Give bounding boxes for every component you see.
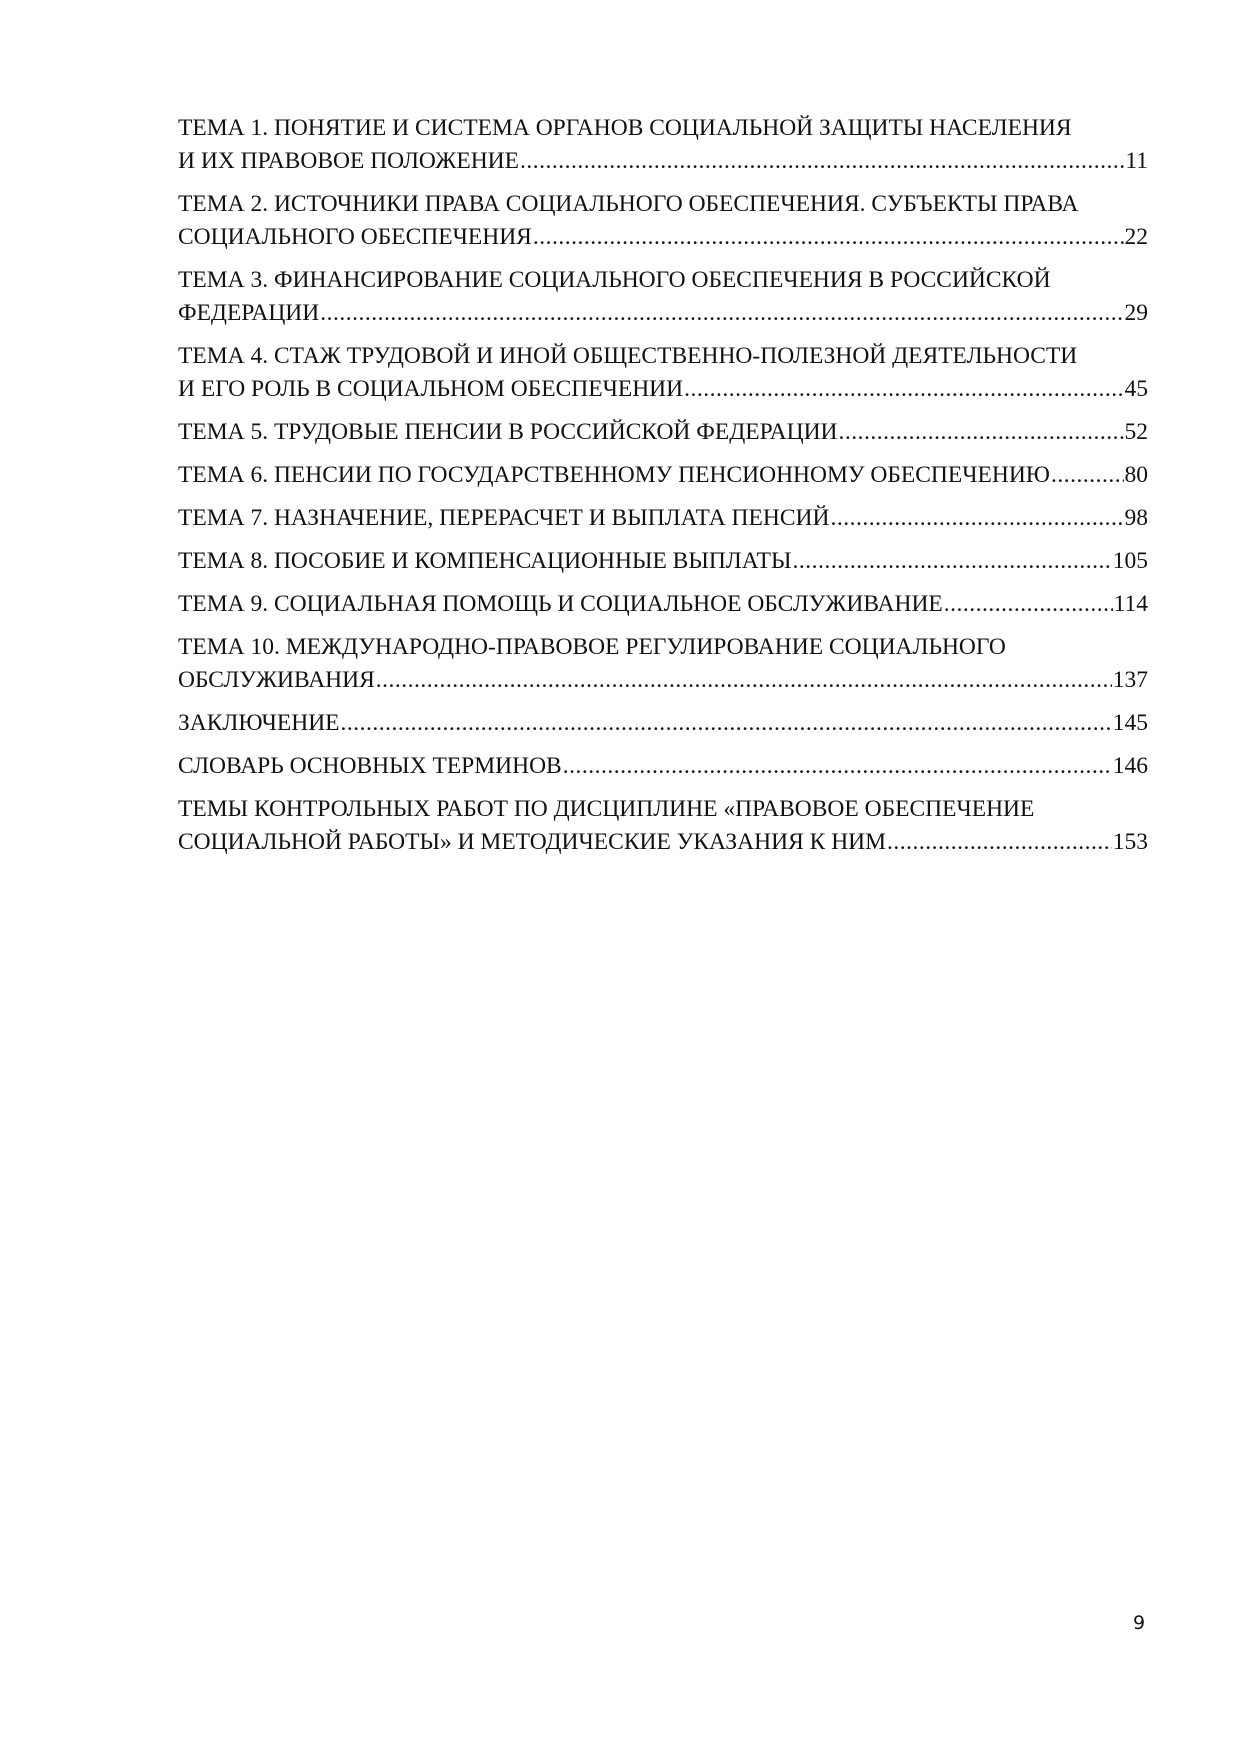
toc-entry-row [178, 664, 1148, 697]
toc-entry-row [178, 459, 1148, 492]
toc-entry[interactable] [178, 112, 1148, 178]
toc-page-number: 45 [1124, 376, 1148, 402]
toc-entry-title: ФЕДЕРАЦИИ [178, 300, 320, 326]
toc-entry-title: ТЕМА 8. ПОСОБИЕ И КОМПЕНСАЦИОННЫЕ ВЫПЛАТЫ [178, 548, 792, 574]
toc-entry-row [178, 588, 1148, 621]
toc-entry-row [178, 297, 1148, 330]
toc-entry-row [178, 826, 1148, 859]
toc-page-number: 145 [1112, 710, 1148, 736]
toc-entry-row [178, 545, 1148, 578]
toc-entry-title-line: ТЕМА 4. СТАЖ ТРУДОВОЙ И ИНОЙ ОБЩЕСТВЕННО-ПОЛЕЗНОЙ ДЕЯТЕЛЬНОСТИ [178, 343, 1078, 369]
toc-leader-dots [793, 545, 1112, 578]
toc-entry[interactable] [178, 416, 1148, 449]
toc-entry-row [178, 750, 1148, 783]
toc-entry-title: ТЕМА 9. СОЦИАЛЬНАЯ ПОМОЩЬ И СОЦИАЛЬНОЕ ОБСЛУЖИВАНИЕ [178, 591, 943, 617]
toc-entry-row [178, 707, 1148, 740]
toc-entry[interactable] [178, 502, 1148, 535]
toc-page-number: 98 [1124, 505, 1148, 531]
toc-entry[interactable] [178, 631, 1148, 697]
toc-page-number: 80 [1124, 462, 1148, 488]
toc-entry-title: ЗАКЛЮЧЕНИЕ [178, 710, 340, 736]
toc-entry-row [178, 145, 1148, 178]
toc-leader-dots [839, 416, 1124, 449]
toc-entry-title-line: ТЕМА 3. ФИНАНСИРОВАНИЕ СОЦИАЛЬНОГО ОБЕСПЕЧЕНИЯ В РОССИЙСКОЙ [178, 267, 1051, 293]
toc-page-number: 29 [1124, 300, 1148, 326]
toc-leader-dots [1051, 459, 1124, 492]
toc-leader-dots [887, 826, 1112, 859]
toc-entry-title-line: ТЕМА 2. ИСТОЧНИКИ ПРАВА СОЦИАЛЬНОГО ОБЕСПЕЧЕНИЯ. СУБЪЕКТЫ ПРАВА [178, 191, 1079, 217]
toc-leader-dots [533, 221, 1124, 254]
toc-entry-title: СОЦИАЛЬНОЙ РАБОТЫ» И МЕТОДИЧЕСКИЕ УКАЗАНИЯ К НИМ [178, 829, 887, 855]
toc-entry[interactable] [178, 264, 1148, 330]
toc-entry-title: И ЕГО РОЛЬ В СОЦИАЛЬНОМ ОБЕСПЕЧЕНИИ [178, 376, 684, 402]
toc-entry-title: ТЕМА 7. НАЗНАЧЕНИЕ, ПЕРЕРАСЧЕТ И ВЫПЛАТА ПЕНСИЙ [178, 505, 830, 531]
toc-leader-dots [341, 707, 1112, 740]
toc-entry-title: СЛОВАРЬ ОСНОВНЫХ ТЕРМИНОВ [178, 753, 562, 779]
toc-leader-dots [320, 297, 1123, 330]
toc-page-number: 52 [1124, 419, 1148, 445]
toc-entry-title: СОЦИАЛЬНОГО ОБЕСПЕЧЕНИЯ [178, 224, 532, 250]
toc-entry[interactable] [178, 188, 1148, 254]
toc-page-number: 153 [1112, 829, 1148, 855]
toc-entry[interactable] [178, 588, 1148, 621]
toc-entry[interactable] [178, 750, 1148, 783]
toc-entry-title: ТЕМА 5. ТРУДОВЫЕ ПЕНСИИ В РОССИЙСКОЙ ФЕДЕРАЦИИ [178, 419, 838, 445]
toc-leader-dots [684, 373, 1123, 406]
toc-entry-title-line: ТЕМЫ КОНТРОЛЬНЫХ РАБОТ ПО ДИСЦИПЛИНЕ «ПРАВОВОЕ ОБЕСПЕЧЕНИЕ [178, 796, 1035, 822]
toc-entry-row [178, 416, 1148, 449]
toc-entry[interactable] [178, 707, 1148, 740]
toc-entry-row [178, 373, 1148, 406]
toc-entry-title: ОБСЛУЖИВАНИЯ [178, 667, 375, 693]
toc-entry-title: ТЕМА 6. ПЕНСИИ ПО ГОСУДАРСТВЕННОМУ ПЕНСИОННОМУ ОБЕСПЕЧЕНИЮ [178, 462, 1050, 488]
page-number: 9 [1133, 1612, 1146, 1634]
toc-entry-row [178, 502, 1148, 535]
toc-entry[interactable] [178, 340, 1148, 406]
toc-entry-title-line: ТЕМА 1. ПОНЯТИЕ И СИСТЕМА ОРГАНОВ СОЦИАЛЬНОЙ ЗАЩИТЫ НАСЕЛЕНИЯ [178, 115, 1072, 141]
toc-page-number: 105 [1112, 548, 1148, 574]
table-of-contents [178, 112, 1148, 869]
toc-leader-dots [563, 750, 1112, 783]
toc-entry-row [178, 221, 1148, 254]
toc-page-number: 146 [1112, 753, 1148, 779]
toc-leader-dots [830, 502, 1123, 535]
toc-entry[interactable] [178, 459, 1148, 492]
toc-page-number: 11 [1125, 148, 1148, 174]
toc-leader-dots [376, 664, 1112, 697]
toc-leader-dots [944, 588, 1113, 621]
toc-entry[interactable] [178, 545, 1148, 578]
toc-entry-title-line: ТЕМА 10. МЕЖДУНАРОДНО-ПРАВОВОЕ РЕГУЛИРОВАНИЕ СОЦИАЛЬНОГО [178, 634, 1006, 660]
toc-page-number: 22 [1124, 224, 1148, 250]
toc-entry-title: И ИХ ПРАВОВОЕ ПОЛОЖЕНИЕ [178, 148, 519, 174]
toc-page-number: 114 [1113, 591, 1148, 617]
toc-leader-dots [520, 145, 1124, 178]
toc-page-number: 137 [1112, 667, 1148, 693]
toc-entry[interactable] [178, 793, 1148, 859]
